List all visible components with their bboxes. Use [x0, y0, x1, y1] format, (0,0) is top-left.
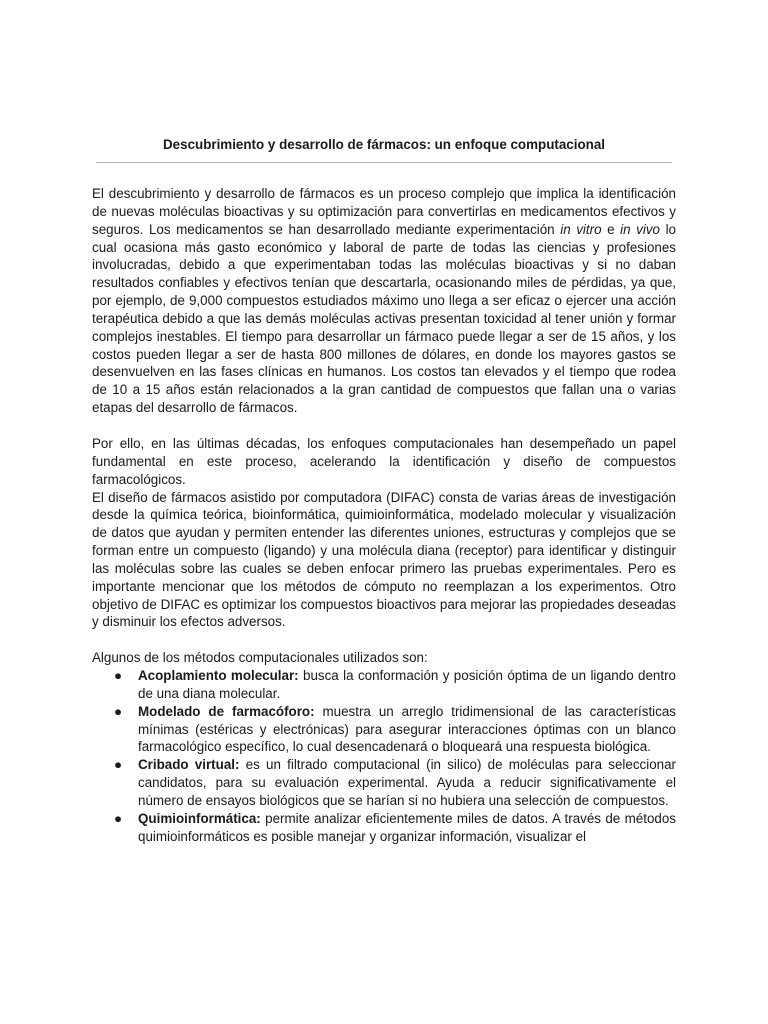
list-item [92, 667, 676, 703]
method-description: muestra un arreglo tridimensional de las características mínimas (estéricas y electrónicas) para asegurar interacciones óptimas con un blanco farmacológico específico, lo cual desencadenará o bloqueará una respuesta biológica. [138, 703, 676, 755]
method-term: Cribado virtual: [138, 757, 240, 773]
method-description: es un filtrado computacional (in silico) de moléculas para seleccionar candidatos, para su evaluación experimental. Ayuda a reducir significativamente el número de ensayos biológicos que se harían si no hubiera una selección de compuestos. [138, 757, 677, 808]
list-item [92, 703, 676, 757]
document-page [92, 132, 676, 846]
italic-in-vivo: in vivo [620, 221, 660, 237]
document-title: Descubrimiento y desarrollo de fármacos: un enfoque computacional [163, 137, 605, 152]
paragraph-intro-text-a: El descubrimiento y desarrollo de fármacos es un proceso complejo que implica la identificación de nuevas moléculas bioactivas y su optimización para convertirlas en medicamentos efectivos y seguros. Los medicamentos se han desarrollado mediante experimentación [92, 186, 676, 237]
bullet-icon: ● [114, 757, 123, 773]
title-divider [96, 162, 672, 163]
bullet-icon: ● [114, 668, 123, 684]
paragraph-computational: Por ello, en las últimas décadas, los enfoques computacionales han desempeñado un papel fundamental en este proceso, acelerando la identificación y diseño de compuestos farmacológicos. [92, 435, 676, 487]
methods-intro: Algunos de los métodos computacionales utilizados son: [92, 650, 428, 666]
paragraph-intro-text-c: lo cual ocasiona más gasto económico y laboral de parte de todas las ciencias y profesiones involucradas, debido a que experimentaban todas las moléculas bioactivas y si no daban resultados confiables y efectivos tenían que descartarla, ocasionando miles de pérdidas, ya que, por ejemplo, de 9,000 compuestos estudiados máximo uno llega a ser eficaz o ejercer una acción terapéutica debido a que las demás moléculas activas presentan toxicidad al tener unión y formar complejos inestables. El tiempo para desarrollar un fármaco puede llegar a ser de 15 años, y los costos pueden llegar a ser de hasta 800 millones de dólares, en donde los mayores gastos se desenvuelven en las fases clínicas en humanos. Los costos tan elevados y el tiempo que rodea de 10 a 15 años están relacionados a la gran cantidad de compuestos que fallan una o varias etapas del desarrollo de fármacos. [92, 221, 676, 416]
paragraph-intro-text-b: e [601, 221, 621, 237]
method-term: Quimioinformática: [138, 810, 261, 826]
list-item [92, 756, 676, 810]
method-description: permite analizar eficientemente miles de datos. A través de métodos quimioinformáticos es posible manejar y organizar información, visualizar el [138, 810, 676, 844]
paragraph-intro [92, 185, 676, 417]
method-term: Acoplamiento molecular: [138, 668, 299, 684]
paragraph-difac: El diseño de fármacos asistido por computadora (DIFAC) consta de varias áreas de investigación desde la química teórica, bioinformática, quimioinformática, modelado molecular y visualización de datos que ayudan y permiten entender las diferentes uniones, estructuras y complejos que se forman entre un compuesto (ligando) y una molécula diana (receptor) para identificar y distinguir las moléculas sobre las cuales se deben enfocar primero las pruebas experimentales. Pero es importante mencionar que los métodos de cómputo no reemplazan a los experimentos. Otro objetivo de DIFAC es optimizar los compuestos bioactivos para mejorar las propiedades deseadas y disminuir los efectos adversos. [92, 489, 676, 630]
italic-in-vitro: in vitro [560, 221, 602, 237]
method-description: busca la conformación y posición óptima de un ligando dentro de una diana molecular. [138, 668, 676, 701]
method-term: Modelado de farmacóforo: [138, 703, 315, 719]
list-item [92, 810, 676, 846]
bullet-icon: ● [114, 703, 123, 719]
methods-list [92, 667, 676, 845]
bullet-icon: ● [114, 810, 123, 826]
